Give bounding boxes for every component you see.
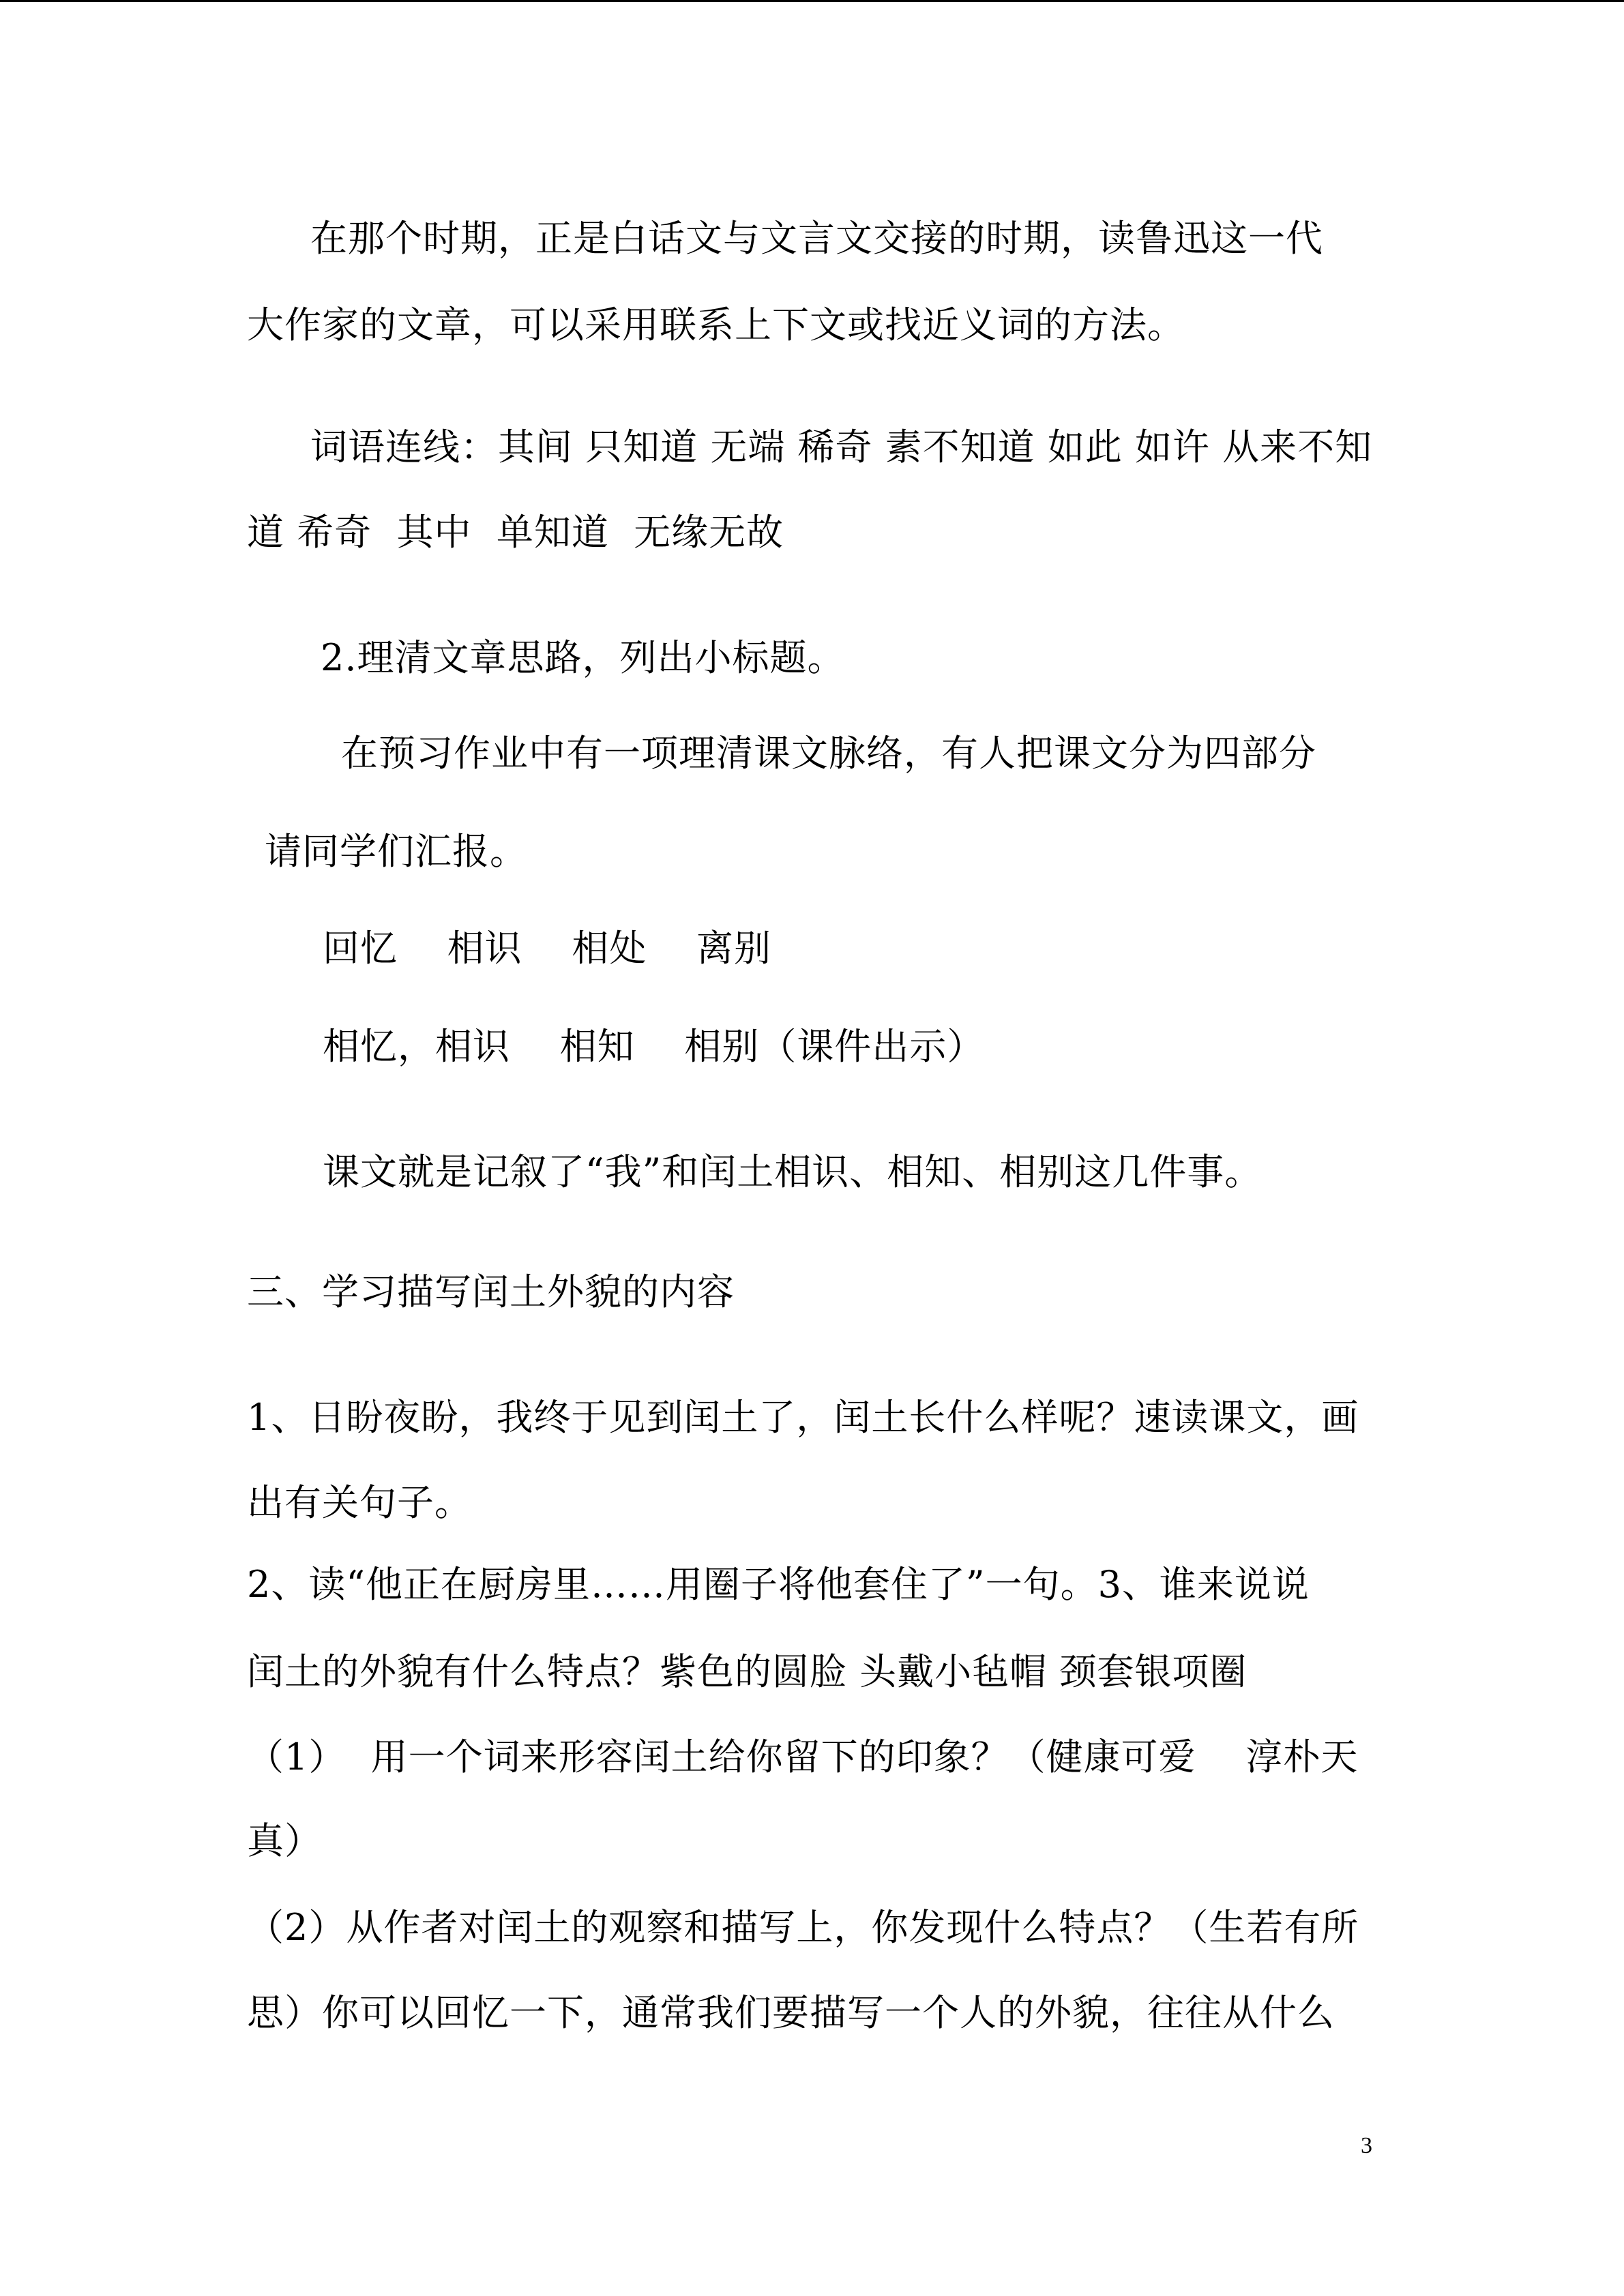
paragraph-line-6: 在预习作业中有一项理清课文脉络，有人把课文分为四部分 xyxy=(341,732,1316,775)
paragraph-line-3: 词语连线：其间 只知道 无端 稀奇 素不知道 如此 如许 从来不知 xyxy=(310,426,1373,468)
paragraph-line-1: 在那个时期，正是白话文与文言文交接的时期，读鲁迅这一代 xyxy=(310,217,1323,260)
paragraph-line-7: 请同学们汇报。 xyxy=(265,830,527,873)
paragraph-line-4: 道 希奇 其中 单知道 无缘无故 xyxy=(247,511,784,554)
paragraph-line-13: 出有关句子。 xyxy=(247,1481,472,1524)
page-top-border xyxy=(0,0,1624,2)
paragraph-line-14: 2、读“他正在厨房里……用圈子将他套住了”一句。3、谁来说说 xyxy=(247,1563,1310,1606)
paragraph-line-12: 1、日盼夜盼，我终于见到闰土了，闰土长什么样呢？速读课文，画 xyxy=(247,1396,1359,1439)
section-heading: 三、学习描写闰土外貌的内容 xyxy=(247,1270,735,1313)
paragraph-line-10: 课文就是记叙了“我”和闰土相识、相知、相别这几件事。 xyxy=(323,1150,1263,1193)
paragraph-line-19: 思）你可以回忆一下，通常我们要描写一个人的外貌，往往从什么 xyxy=(247,1991,1335,2034)
paragraph-line-17: 真） xyxy=(247,1819,322,1862)
paragraph-line-8: 回忆 相识 相处 离别 xyxy=(323,927,771,970)
paragraph-line-18: （2）从作者对闰土的观察和描写上，你发现什么特点？（生若有所 xyxy=(247,1906,1359,1949)
paragraph-line-16: （1） 用一个词来形容闰土给你留下的印象？（健康可爱 淳朴天 xyxy=(247,1735,1359,1778)
page-number: 3 xyxy=(1361,2133,1372,2158)
paragraph-line-5: 2.理清文章思路，列出小标题。 xyxy=(321,636,845,679)
paragraph-line-2: 大作家的文章，可以采用联系上下文或找近义词的方法。 xyxy=(247,303,1185,346)
paragraph-line-15: 闰土的外貌有什么特点？紫色的圆脸 头戴小毡帽 颈套银项圈 xyxy=(247,1650,1247,1693)
paragraph-line-9: 相忆，相识 相知 相别（课件出示） xyxy=(323,1025,985,1068)
